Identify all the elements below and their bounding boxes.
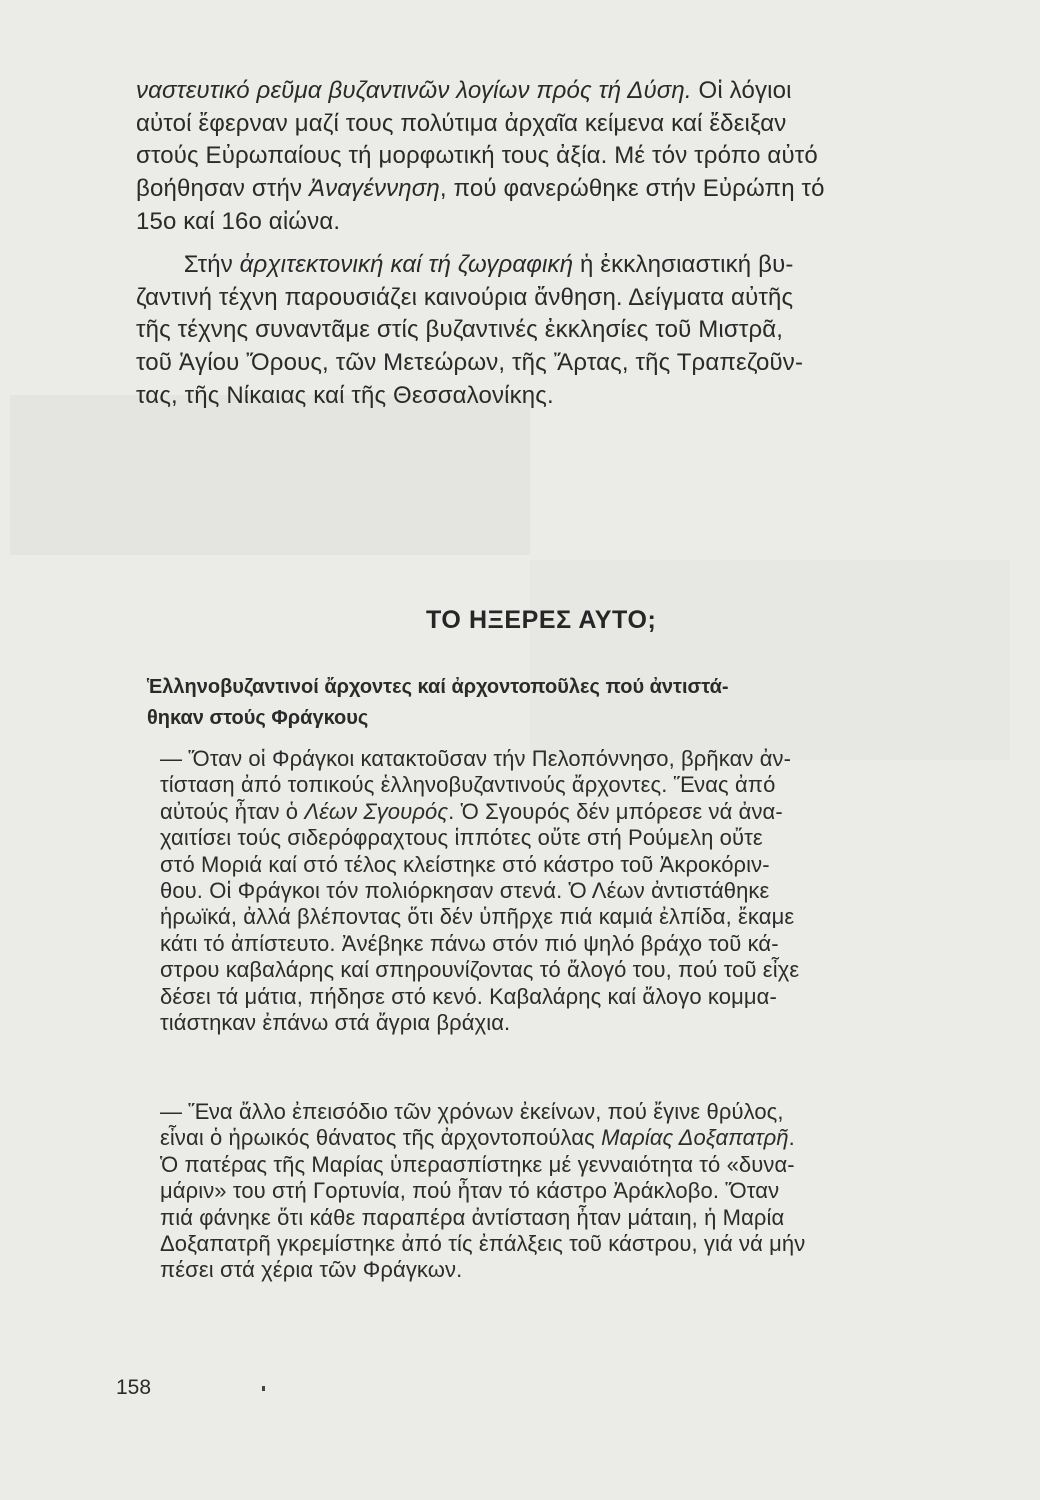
italic-phrase: Μαρίας Δοξαπατρῆ — [601, 1125, 789, 1151]
text-line: αὐτοί ἔφερναν μαζί τους πολύτιμα ἀρχαῖα κείμενα καί ἔδειξαν — [136, 109, 787, 137]
text-line: τίσταση ἀπό τοπικούς ἑλληνοβυζαντινούς ἄρχοντες. Ἕνας ἀπό — [160, 772, 776, 798]
text-line: τῆς τέχνης συναντᾶμε στίς βυζαντινές ἐκκλησίες τοῦ Μιστρᾶ, — [136, 316, 784, 344]
bleed-through-shadow — [10, 395, 530, 555]
page-number: 158 — [116, 1376, 152, 1399]
text-span: βοήθησαν στήν — [136, 175, 309, 203]
italic-phrase: Ἀναγέννηση — [308, 175, 440, 203]
text-line: στρου καβαλάρης καί σπηρουνίζοντας τό ἄλογό του, πού τοῦ εἶχε — [160, 957, 800, 983]
box-subtitle — [147, 672, 967, 734]
text-line: δέσει τά μάτια, πήδησε στό κενό. Καβαλάρης καί ἄλογο κομμα- — [160, 983, 777, 1009]
body-paragraph — [136, 75, 976, 239]
text-line: στό Μοριά καί στό τέλος κλείστηκε στό κάστρο τοῦ Ἀκροκόριν- — [160, 851, 770, 877]
text-span: Στήν — [183, 251, 240, 278]
text-line: πιά φάνηκε ὅτι κάθε παραπέρα ἀντίσταση ἦταν μάταιη, ἡ Μαρία — [160, 1204, 785, 1230]
text-line: ζαντινή τέχνη παρουσιάζει καινούρια ἄνθηση. Δείγματα αὐτῆς — [136, 283, 794, 311]
text-line: θηκαν στούς Φράγκους — [147, 707, 369, 729]
text-line: κάτι τό ἀπίστευτο. Ἀνέβηκε πάνω στόν πιό ψηλό βράχο τοῦ κά- — [160, 930, 779, 956]
text-line: Δοξαπατρῆ γκρεμίστηκε ἀπό τίς ἐπάλξεις τοῦ κάστρου, γιά νά μήν — [160, 1231, 806, 1257]
text-line: μάριν» του στή Γορτυνία, πού ἦταν τό κάστρο Ἀράκλοβο. Ὅταν — [160, 1178, 780, 1204]
text-span: , πού φανερώθηκε στήν Εὐρώπη τό — [439, 175, 825, 203]
text-line: τοῦ Ἁγίου Ὄρους, τῶν Μετεώρων, τῆς Ἄρτας, τῆς Τραπεζοῦν- — [136, 349, 804, 377]
text-line: τιάστηκαν ἐπάνω στά ἄγρια βράχια. — [160, 1010, 511, 1036]
body-paragraph — [136, 249, 976, 413]
italic-phrase: ἀρχιτεκτονική καί τή ζωγραφική — [239, 251, 574, 278]
text-line: στούς Εὐρωπαίους τή μορφωτική τους ἀξία. Μέ τόν τρόπο αὐτό — [136, 142, 818, 170]
print-mark — [262, 1386, 265, 1391]
text-line: τας, τῆς Νίκαιας καί τῆς Θεσσαλονίκης. — [136, 381, 554, 409]
text-line: — Ὅταν οἱ Φράγκοι κατακτοῦσαν τήν Πελοπόννησο, βρῆκαν ἀν- — [160, 746, 792, 771]
text-line: Ὁ πατέρας τῆς Μαρίας ὑπερασπίστηκε μέ γενναιότητα τό «δυνα- — [160, 1151, 795, 1177]
text-span: ἡ ἐκκλησιαστική βυ- — [573, 251, 794, 278]
text-span: Οἱ λόγιοι — [691, 77, 792, 104]
text-line: χαιτίσει τούς σιδερόφραχτους ἱππότες οὔτε στή Ρούμελη οὔτε — [160, 825, 763, 851]
text-line: θου. Οἱ Φράγκοι τόν πολιόρκησαν στενά. Ὁ Λέων ἀντιστάθηκε — [160, 878, 770, 904]
text-span: . — [788, 1125, 795, 1151]
text-span: . Ὁ Σγουρός δέν μπόρεσε νά ἀνα- — [448, 798, 783, 824]
text-line: — Ἕνα ἄλλο ἐπεισόδιο τῶν χρόνων ἐκείνων, πού ἔγινε θρύλος, — [160, 1099, 784, 1124]
story-paragraph — [160, 1099, 960, 1284]
italic-phrase: ναστευτικό ρεῦμα βυζαντινῶν λογίων πρός τή Δύση. — [136, 77, 692, 104]
text-span: αὐτούς ἦταν ὁ — [160, 798, 305, 824]
text-line: 15ο καί 16ο αἰώνα. — [136, 207, 341, 235]
italic-phrase: Λέων Σγουρός — [304, 798, 449, 824]
text-line: ἡρωϊκά, ἀλλά βλέποντας ὅτι δέν ὑπῆρχε πιά καμιά ἐλπίδα, ἔκαμε — [160, 904, 795, 930]
text-line: Ἑλληνοβυζαντινοί ἄρχοντες καί ἀρχοντοποῦλες πού ἀντιστά- — [147, 676, 729, 698]
text-line: πέσει στά χέρια τῶν Φράγκων. — [160, 1257, 463, 1283]
box-heading: ΤΟ ΗΞΕΡΕΣ ΑΥΤΟ; — [426, 606, 657, 634]
story-paragraph — [160, 746, 960, 1036]
text-span: εἶναι ὁ ἡρωικός θάνατος τῆς ἀρχοντοπούλας — [160, 1125, 602, 1151]
